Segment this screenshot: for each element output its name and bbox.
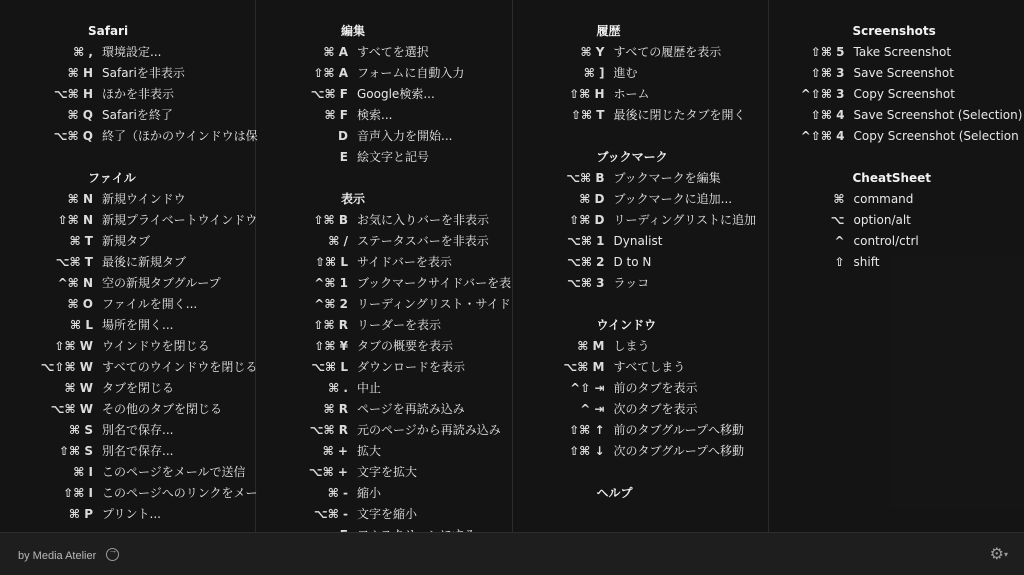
shortcut-row[interactable]: [769, 42, 1024, 63]
shortcut-row[interactable]: [256, 420, 511, 441]
shortcut-label: 新規プライベートウインドウ: [102, 210, 257, 231]
shortcut-label: リーディングリストに追加: [614, 210, 768, 231]
shortcut-label: Save Screenshot (Selection): [854, 105, 1024, 126]
shortcut-row[interactable]: [256, 462, 511, 483]
shortcut-row[interactable]: [0, 105, 255, 126]
shortcut-label: すべてしまう: [614, 357, 768, 378]
shortcut-row[interactable]: [769, 231, 1024, 252]
column-2: [256, 0, 511, 532]
shortcut-row[interactable]: [0, 378, 255, 399]
shortcut-keys: ⇧⌘ B: [256, 210, 357, 231]
shortcut-label: 中止: [357, 378, 511, 399]
shortcut-label: ダウンロードを表示: [357, 357, 511, 378]
shortcut-label: タブを閉じる: [102, 378, 255, 399]
shortcut-keys: ⌘ N: [0, 189, 102, 210]
shortcut-label: 別名で保存...: [102, 420, 255, 441]
shortcut-label: Save Screenshot: [854, 63, 1024, 84]
section-title: ヘルプ: [513, 483, 768, 504]
section-title: 履歴: [513, 21, 768, 42]
shortcut-section: [0, 21, 255, 147]
shortcut-keys: ⌘ I: [0, 462, 102, 483]
shortcut-keys: ⇧⌘ S: [0, 441, 102, 462]
shortcut-row[interactable]: [769, 63, 1024, 84]
shortcut-label: 前のタブグループへ移動: [614, 420, 768, 441]
shortcut-row[interactable]: [513, 105, 768, 126]
shortcut-label: 拡大: [357, 441, 511, 462]
shortcut-keys: ⌘ D: [513, 189, 614, 210]
shortcut-row[interactable]: [513, 420, 768, 441]
section-title: 編集: [256, 21, 511, 42]
shortcut-keys: ⌥⌘ 3: [513, 273, 614, 294]
shortcut-section: [513, 147, 768, 294]
left-panel: [0, 0, 512, 532]
footer-bar: [0, 532, 1024, 575]
shortcut-section: [0, 168, 255, 525]
shortcut-keys: ⌘ F: [256, 105, 357, 126]
shortcut-keys: ⌘ -: [256, 483, 357, 504]
shortcut-row[interactable]: [256, 84, 511, 105]
shortcut-row[interactable]: [256, 441, 511, 462]
shortcut-label: ウインドウを閉じる: [102, 336, 255, 357]
shortcut-keys: ⌘ O: [0, 294, 102, 315]
shortcut-keys: ^ ⇥: [513, 399, 614, 420]
shortcut-label: 終了（ほかのウインドウは保: [102, 126, 258, 147]
shortcut-row[interactable]: [0, 357, 255, 378]
shortcut-label: control/ctrl: [854, 231, 1024, 252]
shortcut-row[interactable]: [513, 84, 768, 105]
shortcut-row[interactable]: [513, 189, 768, 210]
shortcut-keys: ⌘ T: [0, 231, 102, 252]
shortcut-row[interactable]: [513, 252, 768, 273]
shortcut-keys: ⌘: [769, 189, 854, 210]
shortcut-row[interactable]: [256, 63, 511, 84]
section-title: 表示: [256, 189, 511, 210]
shortcut-row[interactable]: [0, 315, 255, 336]
shortcut-row[interactable]: [0, 189, 255, 210]
shortcut-keys: ⌥⌘ B: [513, 168, 614, 189]
shortcut-label: 縮小: [357, 483, 511, 504]
shortcut-label: その他のタブを閉じる: [102, 399, 255, 420]
shortcut-label: リーダーを表示: [357, 315, 511, 336]
shortcut-row[interactable]: [0, 483, 255, 504]
column-1: [0, 0, 256, 532]
shortcut-label: ステータスバーを非表示: [357, 231, 511, 252]
shortcut-keys: ⇧⌘ I: [0, 483, 102, 504]
shortcut-label: 次のタブを表示: [614, 399, 768, 420]
shortcut-label: 絵文字と記号: [357, 147, 511, 168]
shortcut-keys: ⌘ L: [0, 315, 102, 336]
arrow-circle-icon: [106, 548, 119, 561]
shortcut-row[interactable]: [513, 441, 768, 462]
shortcut-keys: ^⇧⌘ 4: [769, 126, 854, 147]
section-title: ウインドウ: [513, 315, 768, 336]
shortcut-section: [769, 168, 1024, 273]
shortcut-keys: ⌥⌘ R: [256, 420, 357, 441]
shortcut-keys: ⌥⌘ W: [0, 399, 102, 420]
shortcut-section: [513, 483, 768, 504]
section-title: CheatSheet: [769, 168, 1024, 189]
section-title: Safari: [0, 21, 255, 42]
shortcut-row[interactable]: [769, 252, 1024, 273]
shortcut-label: 別名で保存...: [102, 441, 255, 462]
shortcut-label: 次のタブグループへ移動: [614, 441, 768, 462]
shortcut-row[interactable]: [0, 504, 255, 525]
shortcut-label: 音声入力を開始...: [357, 126, 511, 147]
shortcut-row[interactable]: [0, 399, 255, 420]
shortcut-row[interactable]: [256, 105, 511, 126]
shortcut-label: すべてのウインドウを閉じる: [102, 357, 257, 378]
shortcut-label: プリント...: [102, 504, 255, 525]
shortcut-section: [769, 21, 1024, 147]
shortcut-keys: ⌥⌘ -: [256, 504, 357, 525]
shortcut-label: ファイルを開く...: [102, 294, 255, 315]
shortcut-label: タブの概要を表示: [357, 336, 511, 357]
shortcut-keys: ⇧⌘ R: [256, 315, 357, 336]
shortcut-section: [513, 315, 768, 462]
shortcut-row[interactable]: [513, 336, 768, 357]
shortcut-keys: ⌘ H: [0, 63, 102, 84]
shortcut-label: このページをメールで送信: [102, 462, 255, 483]
shortcut-keys: ⌘ R: [256, 399, 357, 420]
shortcut-keys: ⇧⌘ D: [513, 210, 614, 231]
shortcut-row[interactable]: [256, 315, 511, 336]
shortcut-section: [256, 189, 511, 546]
shortcut-keys: ⌥⌘ L: [256, 357, 357, 378]
shortcut-row[interactable]: [513, 42, 768, 63]
shortcut-keys: ⇧⌘ W: [0, 336, 102, 357]
shortcut-keys: ⇧⌘ L: [256, 252, 357, 273]
shortcut-label: option/alt: [854, 210, 1024, 231]
shortcut-row[interactable]: [256, 504, 511, 525]
shortcut-row[interactable]: [0, 210, 255, 231]
shortcut-keys: ⌘ W: [0, 378, 102, 399]
shortcut-keys: E: [256, 147, 357, 168]
shortcut-row[interactable]: [256, 42, 511, 63]
shortcut-keys: ^⌘ 2: [256, 294, 357, 315]
shortcut-keys: ⌘ P: [0, 504, 102, 525]
shortcut-row[interactable]: [769, 189, 1024, 210]
shortcut-label: サイドバーを表示: [357, 252, 511, 273]
shortcut-keys: ⇧⌘ ↓: [513, 441, 614, 462]
shortcut-keys: ^: [769, 231, 854, 252]
shortcut-row[interactable]: [513, 378, 768, 399]
shortcut-row[interactable]: [256, 378, 511, 399]
column-4: [769, 0, 1024, 532]
shortcut-keys: ^⌘ 1: [256, 273, 357, 294]
shortcut-label: 文字を拡大: [357, 462, 511, 483]
shortcut-keys: ⇧⌘ 4: [769, 105, 854, 126]
shortcut-keys: ⌘ Y: [513, 42, 614, 63]
shortcut-label: 環境設定...: [102, 42, 255, 63]
shortcut-keys: ⌥⌘ +: [256, 462, 357, 483]
shortcut-label: すべてを選択: [357, 42, 511, 63]
shortcut-keys: ^⇧ ⇥: [513, 378, 614, 399]
shortcut-row[interactable]: [0, 420, 255, 441]
shortcut-row[interactable]: [0, 63, 255, 84]
shortcut-keys: ⌥⇧⌘ W: [0, 357, 102, 378]
shortcut-row[interactable]: [0, 462, 255, 483]
shortcut-label: Safariを終了: [102, 105, 255, 126]
shortcut-label: 最後に新規タブ: [102, 252, 255, 273]
shortcut-keys: ⌥⌘ T: [0, 252, 102, 273]
gear-icon: ⚙: [990, 544, 1004, 563]
shortcut-keys: ⇧⌘ 5: [769, 42, 854, 63]
shortcut-row[interactable]: [769, 84, 1024, 105]
shortcut-label: しまう: [614, 336, 768, 357]
shortcut-row[interactable]: [0, 273, 255, 294]
shortcut-label: リーディングリスト・サイド: [357, 294, 511, 315]
shortcut-keys: ⇧: [769, 252, 854, 273]
shortcut-label: Copy Screenshot (Selection: [854, 126, 1024, 147]
shortcut-label: ブックマークに追加...: [614, 189, 768, 210]
shortcut-label: ホーム: [614, 84, 768, 105]
shortcut-label: shift: [854, 252, 1024, 273]
shortcut-row[interactable]: [0, 336, 255, 357]
shortcut-keys: ⌘ S: [0, 420, 102, 441]
shortcut-keys: ⌘ +: [256, 441, 357, 462]
column-3: [513, 0, 769, 532]
shortcut-label: Google検索...: [357, 84, 511, 105]
shortcut-keys: ⌥: [769, 210, 854, 231]
shortcut-row[interactable]: [513, 231, 768, 252]
shortcut-keys: ⇧⌘ 3: [769, 63, 854, 84]
shortcut-label: ほかを非表示: [102, 84, 255, 105]
shortcut-keys: D: [256, 126, 357, 147]
shortcut-label: ラッコ: [614, 273, 768, 294]
shortcut-label: ページを再読み込み: [357, 399, 511, 420]
shortcut-row[interactable]: [256, 357, 511, 378]
shortcut-keys: ⇧⌘ ¥: [256, 336, 357, 357]
shortcut-keys: ⌥⌘ H: [0, 84, 102, 105]
shortcut-row[interactable]: [256, 126, 511, 147]
section-title: Screenshots: [769, 21, 1024, 42]
shortcut-keys: ⇧⌘ N: [0, 210, 102, 231]
shortcut-label: 最後に閉じたタブを開く: [614, 105, 768, 126]
shortcut-label: すべての履歴を表示: [614, 42, 768, 63]
shortcut-keys: ^⌘ N: [0, 273, 102, 294]
shortcut-label: 文字を縮小: [357, 504, 511, 525]
shortcut-keys: ⌘ M: [513, 336, 614, 357]
shortcut-label: D to N: [614, 252, 768, 273]
shortcut-keys: ⌥⌘ Q: [0, 126, 102, 147]
shortcut-section: [256, 21, 511, 168]
shortcut-keys: ⌥⌘ 2: [513, 252, 614, 273]
shortcut-row[interactable]: [0, 231, 255, 252]
shortcut-row[interactable]: [256, 294, 511, 315]
settings-button[interactable]: [990, 544, 1008, 563]
chevron-down-icon: ▾: [1004, 550, 1008, 559]
section-title: ブックマーク: [513, 147, 768, 168]
shortcut-keys: ⌥⌘ 1: [513, 231, 614, 252]
shortcut-keys: ⇧⌘ ↑: [513, 420, 614, 441]
author-label: by Media Atelier: [18, 550, 96, 562]
shortcut-label: 前のタブを表示: [614, 378, 768, 399]
shortcut-label: ブックマークを編集: [614, 168, 768, 189]
shortcut-row[interactable]: [513, 273, 768, 294]
shortcut-label: command: [854, 189, 1024, 210]
shortcut-row[interactable]: [513, 399, 768, 420]
shortcut-keys: ⇧⌘ A: [256, 63, 357, 84]
shortcut-label: 新規ウインドウ: [102, 189, 255, 210]
shortcut-row[interactable]: [0, 126, 255, 147]
shortcut-row[interactable]: [0, 441, 255, 462]
shortcut-label: 元のページから再読み込み: [357, 420, 511, 441]
shortcut-keys: ^⇧⌘ 3: [769, 84, 854, 105]
shortcut-label: このページへのリンクをメー: [102, 483, 258, 504]
shortcut-row[interactable]: [256, 231, 511, 252]
shortcut-label: 検索...: [357, 105, 511, 126]
section-title: ファイル: [0, 168, 255, 189]
shortcut-label: 場所を開く...: [102, 315, 255, 336]
shortcut-keys: ⌘ .: [256, 378, 357, 399]
shortcut-row[interactable]: [256, 252, 511, 273]
shortcut-label: ブックマークサイドバーを表: [357, 273, 511, 294]
shortcut-keys: ⌘ /: [256, 231, 357, 252]
shortcut-keys: ⇧⌘ T: [513, 105, 614, 126]
shortcut-label: 新規タブ: [102, 231, 255, 252]
shortcut-row[interactable]: [0, 84, 255, 105]
shortcut-section: [513, 21, 768, 126]
shortcut-row[interactable]: [256, 273, 511, 294]
shortcut-label: お気に入りバーを非表示: [357, 210, 511, 231]
shortcut-row[interactable]: [0, 294, 255, 315]
shortcut-keys: ⌥⌘ F: [256, 84, 357, 105]
shortcut-keys: ⌥⌘ M: [513, 357, 614, 378]
shortcut-label: フォームに自動入力: [357, 63, 511, 84]
shortcut-row[interactable]: [256, 336, 511, 357]
shortcut-row[interactable]: [256, 210, 511, 231]
shortcut-row[interactable]: [769, 105, 1024, 126]
shortcut-row[interactable]: [256, 399, 511, 420]
shortcut-row[interactable]: [256, 483, 511, 504]
right-panel: [512, 0, 1024, 532]
author-link[interactable]: [18, 546, 119, 562]
shortcut-keys: ⌘ Q: [0, 105, 102, 126]
shortcut-label: Safariを非表示: [102, 63, 255, 84]
shortcut-label: 進む: [614, 63, 768, 84]
shortcut-label: 空の新規タブグループ: [102, 273, 255, 294]
shortcut-row[interactable]: [769, 126, 1024, 147]
shortcut-row[interactable]: [513, 168, 768, 189]
shortcut-row[interactable]: [769, 210, 1024, 231]
shortcut-label: Copy Screenshot: [854, 84, 1024, 105]
shortcut-keys: ⌘ A: [256, 42, 357, 63]
shortcut-keys: ⌘ ,: [0, 42, 102, 63]
shortcut-keys: ⇧⌘ H: [513, 84, 614, 105]
shortcut-row[interactable]: [513, 357, 768, 378]
shortcut-row[interactable]: [256, 147, 511, 168]
shortcut-row[interactable]: [0, 252, 255, 273]
shortcut-row[interactable]: [0, 42, 255, 63]
shortcut-label: Take Screenshot: [854, 42, 1024, 63]
shortcut-row[interactable]: [513, 210, 768, 231]
shortcut-row[interactable]: [513, 63, 768, 84]
shortcut-label: Dynalist: [614, 231, 768, 252]
shortcut-keys: ⌘ ]: [513, 63, 614, 84]
